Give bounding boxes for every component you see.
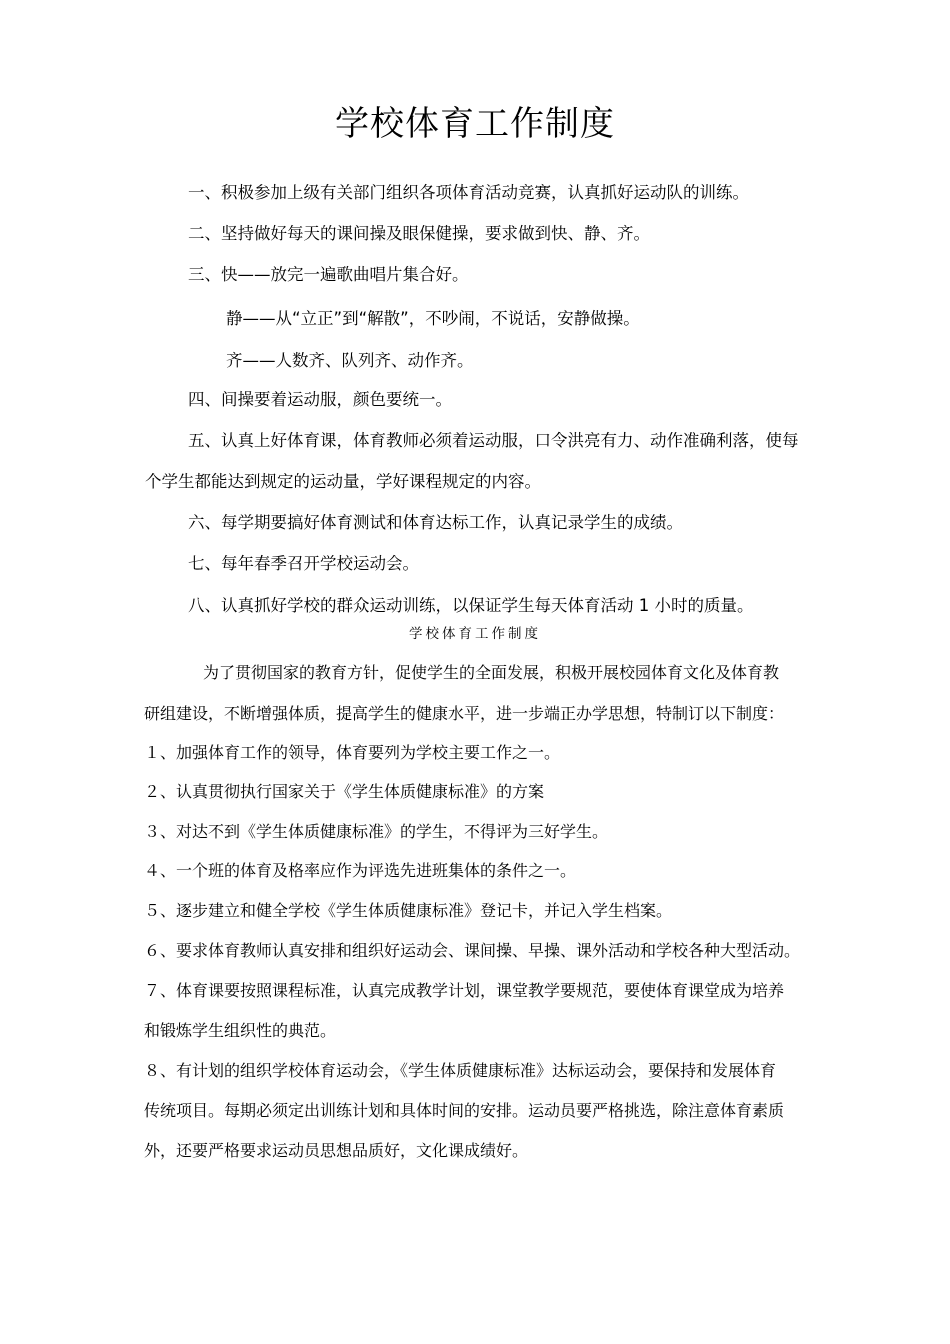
section2-line: ３、对达不到《学生体质健康标准》的学生，不得评为三好学生。 [144,822,609,841]
section2-line: 外，还要严格要求运动员思想品质好，文化课成绩好。 [144,1141,529,1160]
section2-line: 传统项目。每期必须定出训练计划和具体时间的安排。运动员要严格挑选，除注意体育素质 [144,1101,785,1120]
section2-line: ４、一个班的体育及格率应作为评选先进班集体的条件之一。 [144,861,577,880]
section1-line: 四、间操要着运动服，颜色要统一。 [188,390,452,409]
page-title: 学校体育工作制度 [335,104,615,144]
section1-line: 静——从“立正”到“解散”，不吵闹，不说话，安静做操。 [226,309,640,328]
section1-line: 七、每年春季召开学校运动会。 [188,554,419,573]
section2-line: ８、有计划的组织学校体育运动会，《学生体质健康标准》达标运动会，要保持和发展体育 [144,1061,777,1080]
section1-line: 二、坚持做好每天的课间操及眼保健操，要求做到快、静、齐。 [188,224,650,243]
section-2-title: 学校体育工作制度 [409,626,541,642]
section2-line: １、加强体育工作的领导，体育要列为学校主要工作之一。 [144,743,561,762]
section2-line: 为了贯彻国家的教育方针，促使学生的全面发展，积极开展校园体育文化及体育教 [203,663,780,682]
section1-line: 齐——人数齐、队列齐、动作齐。 [226,351,474,370]
section1-line: 一、积极参加上级有关部门组织各项体育活动竞赛，认真抓好运动队的训练。 [188,183,749,202]
section2-line: 研组建设，不断增强体质，提高学生的健康水平，进一步端正办学思想，特制订以下制度： [144,704,785,723]
section1-line: 五、认真上好体育课，体育教师必须着运动服，口令洪亮有力、动作准确利落，使每 [188,431,799,450]
section1-line: 八、认真抓好学校的群众运动训练，以保证学生每天体育活动 1 小时的质量。 [188,596,754,615]
section2-line: ６、要求体育教师认真安排和组织好运动会、课间操、早操、课外活动和学校各种大型活动。 [144,941,801,960]
section2-line: 和锻炼学生组织性的典范。 [144,1021,337,1040]
section2-line: ５、逐步建立和健全学校《学生体质健康标准》登记卡，并记入学生档案。 [144,901,673,920]
section2-line: ７、体育课要按照课程标准，认真完成教学计划，课堂教学要规范，要使体育课堂成为培养 [144,981,785,1000]
section1-line: 个学生都能达到规定的运动量，学好课程规定的内容。 [145,472,541,491]
section1-line: 三、快——放完一遍歌曲唱片集合好。 [188,265,469,284]
section1-line: 六、每学期要搞好体育测试和体育达标工作，认真记录学生的成绩。 [188,513,683,532]
section2-line: ２、认真贯彻执行国家关于《学生体质健康标准》的方案 [144,782,545,801]
